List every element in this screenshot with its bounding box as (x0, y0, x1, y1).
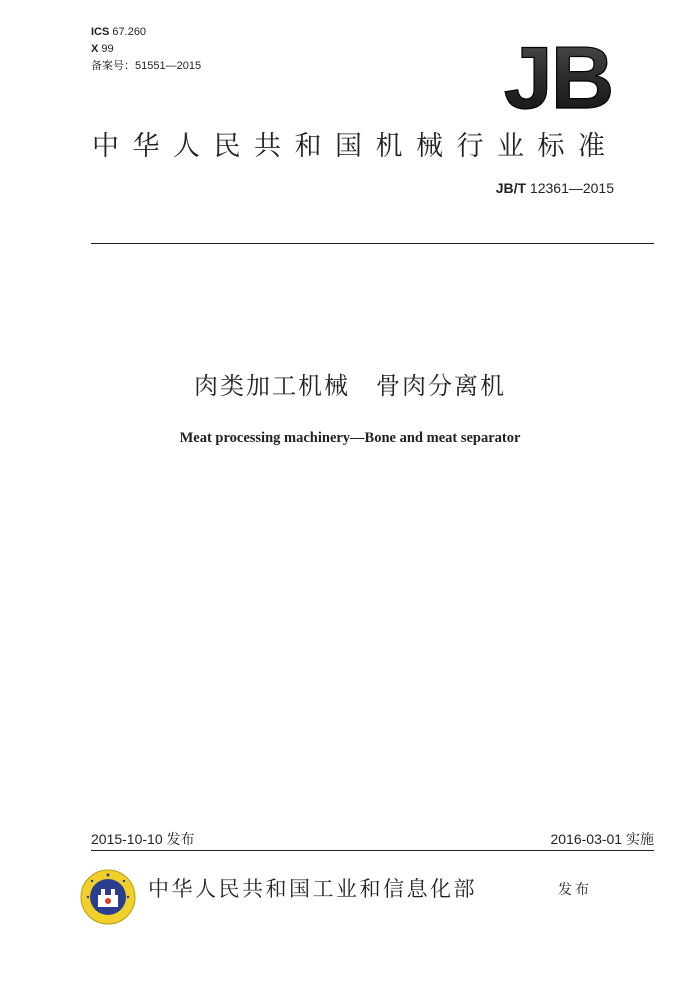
implementation-date-value: 2016-03-01 (550, 831, 623, 847)
title-english: Meat processing machinery—Bone and meat separator (179, 430, 521, 446)
class-label: X (91, 43, 99, 55)
issue-date (91, 829, 195, 849)
ics-line (91, 24, 201, 41)
issue-date-value: 2015-10-10 (91, 831, 163, 847)
record-value: 51551—2015 (135, 60, 202, 72)
classification-block (91, 24, 201, 75)
ministry-seal-icon (80, 869, 136, 925)
jb-logo-text: JB (503, 36, 613, 116)
record-label: 备案号： (91, 60, 135, 72)
implementation-date (550, 829, 654, 849)
standard-code: 12361—2015 (529, 180, 614, 196)
bottom-divider (91, 850, 654, 851)
jb-logo (493, 36, 623, 116)
implementation-date-label: 实施 (626, 831, 654, 847)
standard-number (496, 180, 614, 196)
ics-label: ICS (91, 26, 110, 38)
class-value: 99 (101, 43, 114, 55)
issue-date-label: 发布 (166, 831, 195, 847)
ministry-name: 中华人民共和国工业和信息化部 (148, 877, 477, 901)
top-divider (91, 243, 654, 244)
org-standard-title: 中华人民共和国机械行业标准 (92, 131, 619, 162)
ministry-publish-label: 发布 (558, 882, 592, 898)
ics-value: 67.260 (112, 26, 147, 38)
standard-prefix: JB/T (495, 180, 527, 196)
title-chinese: 肉类加工机械 骨肉分离机 (194, 372, 506, 400)
record-line (91, 58, 201, 75)
class-line (91, 41, 201, 58)
